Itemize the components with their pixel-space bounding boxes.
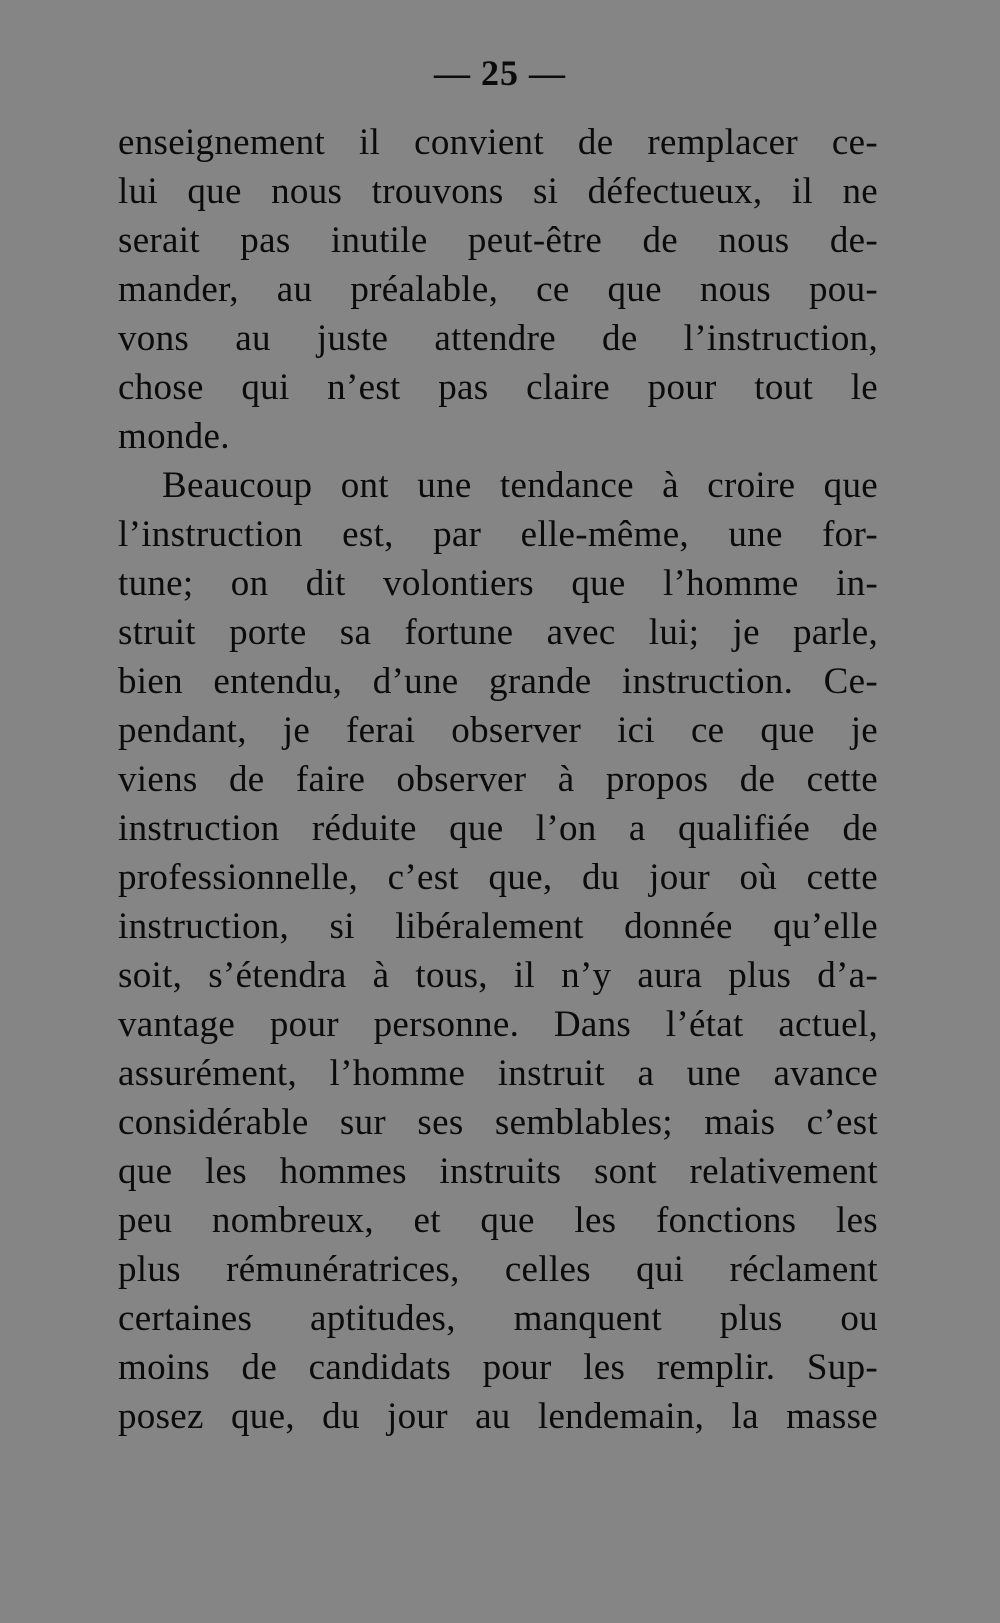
- text-line: l’instruction est, par elle-même, une for-: [118, 514, 878, 555]
- text-line: pendant, je ferai observer ici ce que je: [118, 710, 878, 751]
- text-line: assurément, l’homme instruit a une avance: [118, 1053, 878, 1094]
- text-line: instruction, si libéralement donnée qu’elle: [118, 906, 878, 947]
- text-line: lui que nous trouvons si défectueux, il ne: [118, 171, 878, 212]
- text-line: moins de candidats pour les remplir. Sup-: [118, 1347, 878, 1388]
- text-line: tune; on dit volontiers que l’homme in-: [118, 563, 878, 604]
- text-line: viens de faire observer à propos de cette: [118, 759, 878, 800]
- text-line: enseignement il convient de remplacer ce-: [118, 122, 878, 163]
- text-line: considérable sur ses semblables; mais c’est: [118, 1102, 878, 1143]
- paragraph-2: [118, 461, 878, 1441]
- paragraph-1: [118, 118, 878, 461]
- text-line: chose qui n’est pas claire pour tout le: [118, 367, 878, 408]
- text-line: struit porte sa fortune avec lui; je parle,: [118, 612, 878, 653]
- text-line: certaines aptitudes, manquent plus ou: [118, 1298, 878, 1339]
- text-line: vantage pour personne. Dans l’état actuel,: [118, 1004, 878, 1045]
- text-line: monde.: [118, 416, 230, 457]
- text-line: plus rémunératrices, celles qui réclament: [118, 1249, 878, 1290]
- text-line: peu nombreux, et que les fonctions les: [118, 1200, 878, 1241]
- page-number: — 25 —: [434, 53, 566, 93]
- text-line: mander, au préalable, ce que nous pou-: [118, 269, 878, 310]
- text-line: bien entendu, d’une grande instruction. Ce-: [118, 661, 878, 702]
- body-text: [118, 118, 878, 1441]
- text-line: Beaucoup ont une tendance à croire que: [162, 465, 878, 506]
- text-line: serait pas inutile peut-être de nous de-: [118, 220, 878, 261]
- text-line: vons au juste attendre de l’instruction,: [118, 318, 878, 359]
- text-line: posez que, du jour au lendemain, la masse: [118, 1396, 878, 1437]
- text-line: instruction réduite que l’on a qualifiée de: [118, 808, 878, 849]
- text-line: soit, s’étendra à tous, il n’y aura plus d’a-: [118, 955, 878, 996]
- text-line: que les hommes instruits sont relativement: [118, 1151, 878, 1192]
- text-line: professionnelle, c’est que, du jour où cette: [118, 857, 878, 898]
